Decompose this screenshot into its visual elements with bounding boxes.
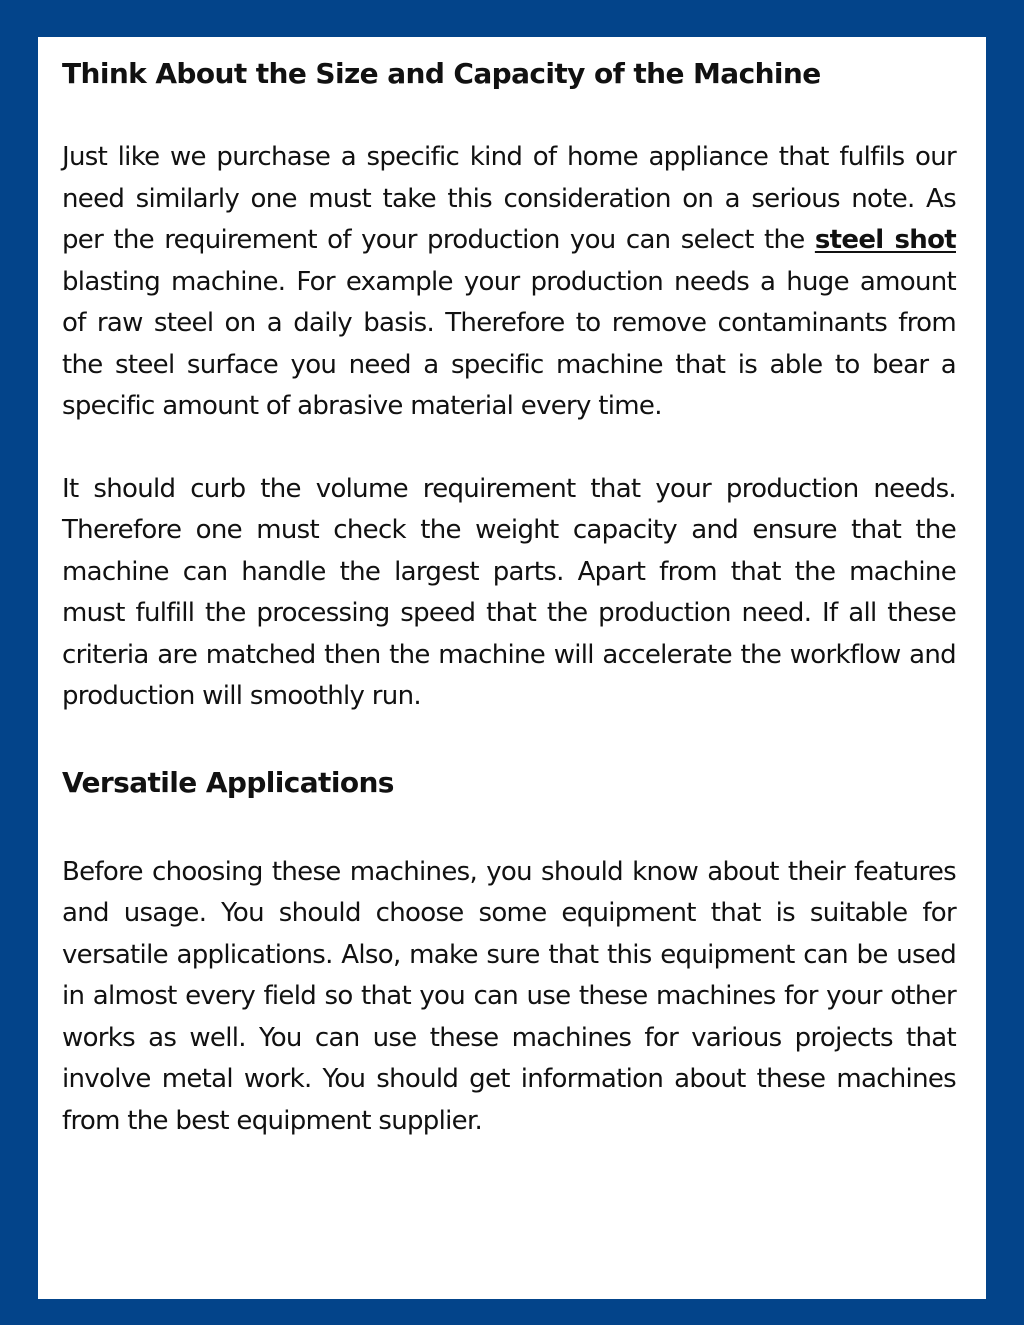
section-heading-size-capacity: Think About the Size and Capacity of the Machine [62, 57, 821, 90]
document-page [38, 37, 986, 1299]
paragraph-size-capacity-2: It should curb the volume requirement that your production needs. Therefore one must check the weight capacity and ensure that the machine can handle the largest parts. Apart from that the machine must fulfill the processing speed that the production need. If all these criteria are matched then the machine will accelerate the workflow and production will smoothly run. [62, 473, 956, 711]
paragraph-versatile-applications: Before choosing these machines, you should know about their features and usage. You should choose some equipment that is suitable for versatile applications. Also, make sure that this equipment can be used in almost every field so that you can use these machines for your other works as well. You can use these machines for various projects that involve metal work. You should get information about these machines from the best equipment supplier. [62, 856, 956, 1136]
paragraph-text: blasting machine. For example your production needs a huge amount of raw steel on a daily basis. Therefore to remove contaminants from the steel surface you need a specific machine that is able to bear a specific amount of abrasive material every time. [62, 266, 956, 421]
paragraph-size-capacity-1 [62, 137, 956, 428]
paragraph-text: Just like we purchase a specific kind of home appliance that fulfils our need similarly one must take this consideration on a serious note. As per the requirement of your production you can select the [62, 142, 956, 255]
steel-shot-link[interactable]: steel shot [814, 225, 956, 255]
section-heading-versatile-applications: Versatile Applications [62, 765, 394, 799]
